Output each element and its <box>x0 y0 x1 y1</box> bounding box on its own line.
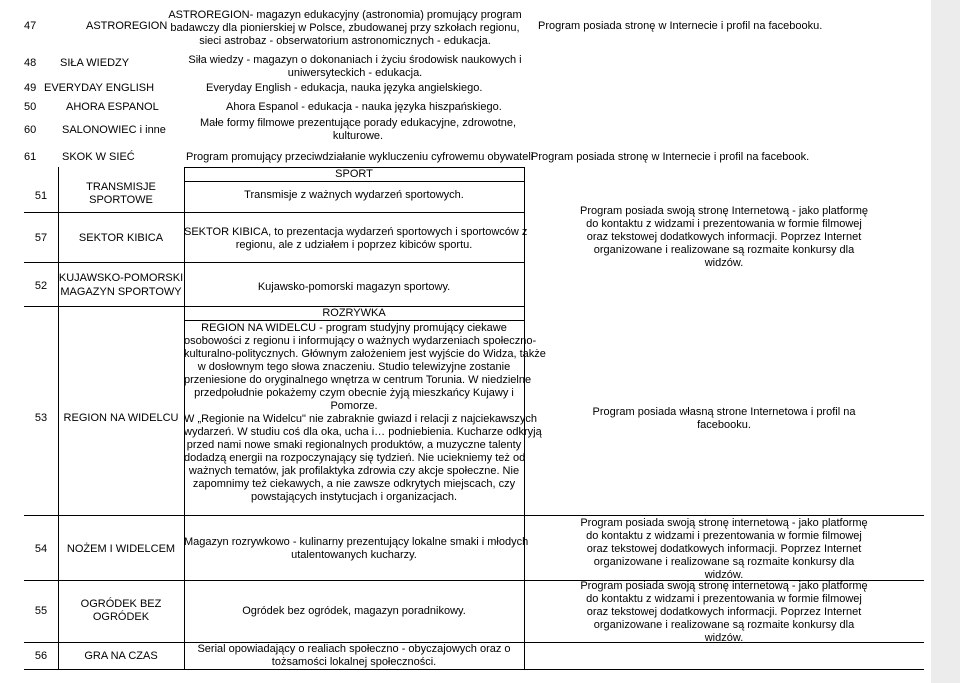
row-number: 52 <box>34 280 48 292</box>
program-name: SKOK W SIEĆ <box>62 151 135 163</box>
program-name: OGRÓDEK <box>92 611 150 623</box>
program-description: Kujawsko-pomorski magazyn sportowy. <box>257 281 451 293</box>
program-name: GRA NA CZAS <box>84 650 158 662</box>
row-number: 55 <box>34 605 48 617</box>
grid-line <box>24 212 524 213</box>
program-name: KUJAWSKO-POMORSKI <box>58 272 184 284</box>
row-number: 60 <box>24 124 37 136</box>
row-number: 61 <box>24 151 37 163</box>
program-description: SEKTOR KIBICA, to prezentacja wydarzeń sportowych i sportowców z <box>184 226 528 238</box>
row-number: 54 <box>34 543 48 555</box>
section-header-sport: SPORT <box>335 168 373 180</box>
row-number: 53 <box>34 412 48 424</box>
program-description: regionu, ale z udziałem i poprzez kibiców sportu. <box>235 239 473 251</box>
row-number: 56 <box>34 650 48 662</box>
row-number: 47 <box>24 20 37 32</box>
program-description: Everyday English - edukacja, nauka języka angielskiego. <box>206 82 483 94</box>
program-description: Transmisje z ważnych wydarzeń sportowych. <box>244 189 464 201</box>
row-number: 50 <box>24 101 37 113</box>
program-description: Ogródek bez ogródek, magazyn poradnikowy. <box>242 605 466 617</box>
grid-line <box>24 669 924 670</box>
row-number: 57 <box>34 232 48 244</box>
program-name: ASTROREGION <box>86 20 168 32</box>
program-description: badawczy dla pionierskiej w Polsce, zbudowanej przy szkołach regionu, <box>170 22 520 34</box>
grid-line <box>24 515 924 516</box>
program-description: uniwersyteckich - edukacja. <box>287 67 423 79</box>
program-note: Program posiada stronę w Internecie i profil na facebooku. <box>538 20 823 32</box>
program-name: REGION NA WIDELCU <box>63 412 179 424</box>
program-name: OGRÓDEK BEZ <box>80 598 162 610</box>
program-name: NOŻEM I WIDELCEM <box>66 543 176 555</box>
program-description: sieci astrobaz - obserwatorium astronomicznych - edukacja. <box>199 35 491 47</box>
program-note: facebooku. <box>697 419 751 431</box>
page-gutter <box>931 0 960 683</box>
program-note: Program posiada stronę w Internecie i profil na facebook. <box>531 151 810 163</box>
grid-line <box>184 320 524 321</box>
program-description: Małe formy filmowe prezentujące porady edukacyjne, zdrowotne, <box>199 117 517 129</box>
program-description: Siła wiedzy - magazyn o dokonaniach i życiu środowisk naukowych i <box>188 54 522 66</box>
program-name: TRANSMISJE <box>86 181 156 193</box>
section-header-rozrywka: ROZRYWKA <box>322 307 386 319</box>
row-number: 51 <box>34 190 48 202</box>
program-name: MAGAZYN SPORTOWY <box>60 286 182 298</box>
program-description: utalentowanych kucharzy. <box>291 549 417 561</box>
program-description: Program promujący przeciwdziałanie wykluczeniu cyfrowemu obywateli <box>186 151 534 163</box>
program-name: SIŁA WIEDZY <box>60 57 130 69</box>
grid-line <box>184 181 524 182</box>
row-number: 49 <box>24 82 37 94</box>
row-number: 48 <box>24 57 37 69</box>
program-name: SALONOWIEC i inne <box>62 124 166 136</box>
program-description: Ahora Espanol - edukacja - nauka języka hiszpańskiego. <box>226 101 502 113</box>
program-description: kulturowe. <box>332 130 384 142</box>
grid-line <box>24 262 524 263</box>
program-note: Program posiada własną strone Internetowa i profil na <box>592 406 856 418</box>
program-description: Serial opowiadający o realiach społeczno - obyczajowych oraz o <box>197 643 511 655</box>
program-name: SPORTOWE <box>89 194 153 206</box>
program-name: SEKTOR KIBICA <box>78 232 164 244</box>
program-description: Magazyn rozrywkowo - kulinarny prezentujący lokalne smaki i młodych <box>184 536 529 548</box>
program-description: tożsamości lokalnej społeczności. <box>271 656 437 668</box>
program-name: EVERYDAY ENGLISH <box>44 82 155 94</box>
program-description: ASTROREGION- magazyn edukacyjny (astronomia) promujący program <box>168 9 522 21</box>
program-name: AHORA ESPANOL <box>66 101 159 113</box>
